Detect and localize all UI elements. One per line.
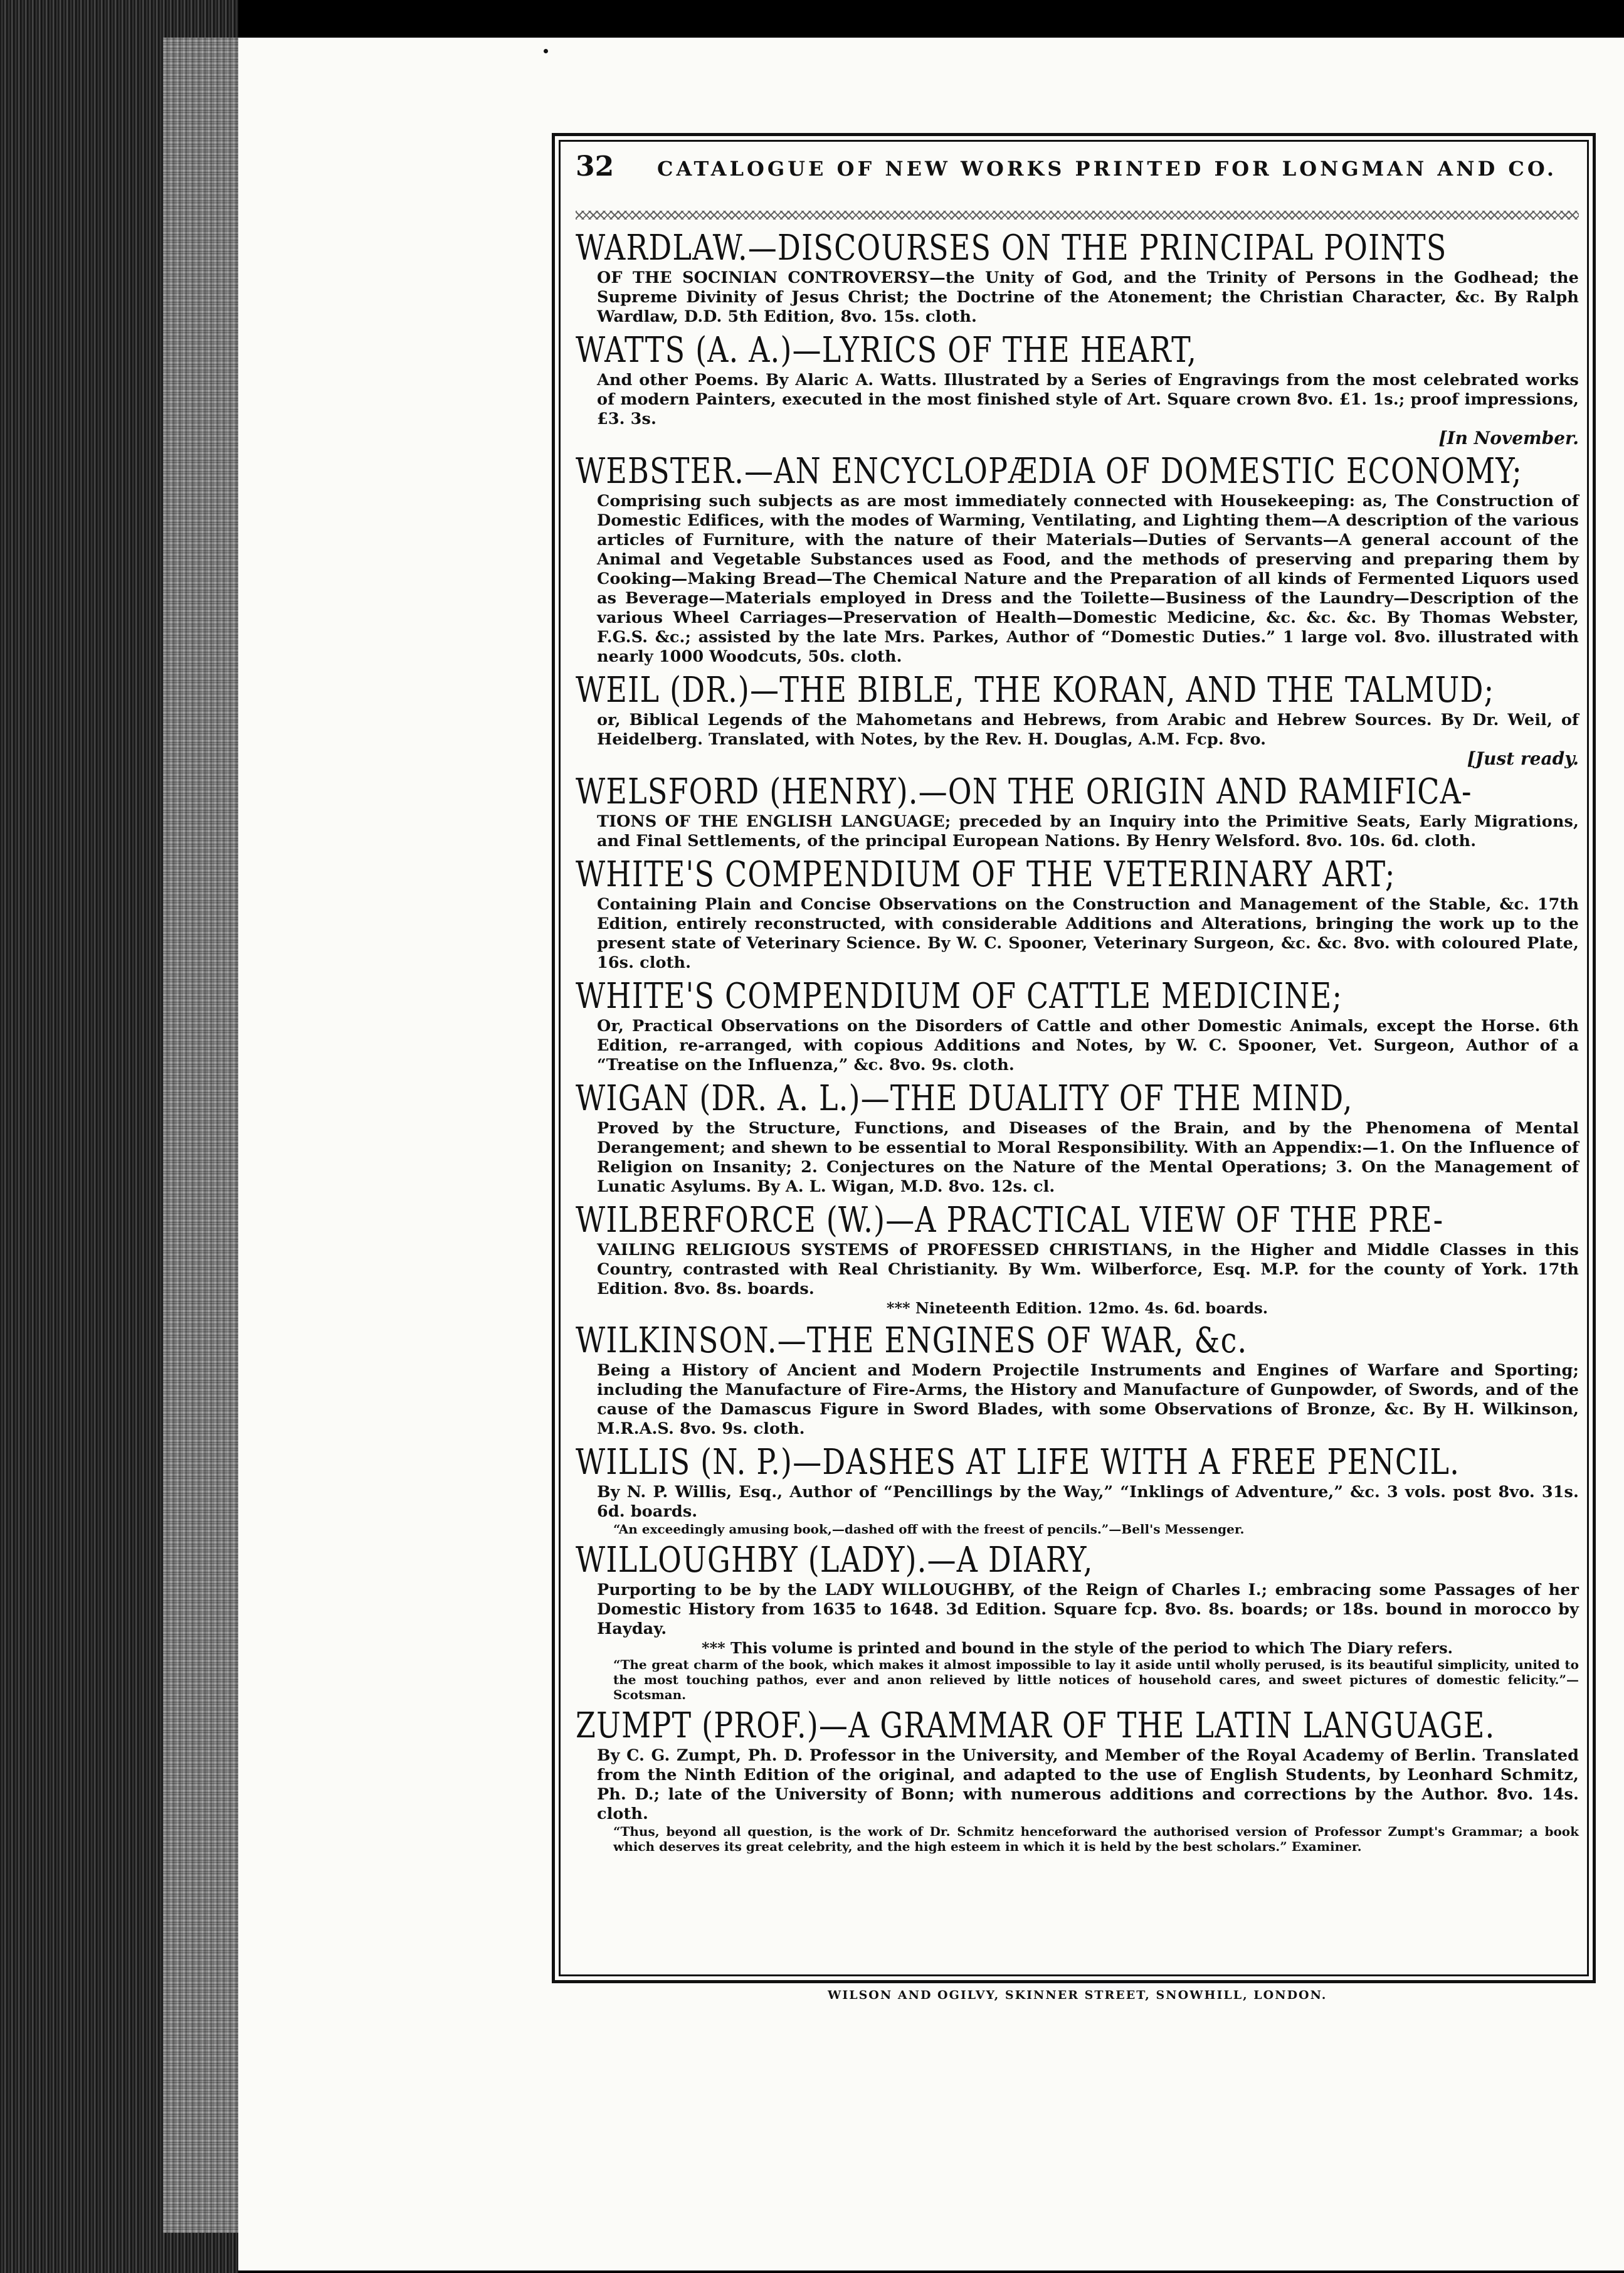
catalogue-entries: [576, 228, 1579, 1854]
entry-description: VAILING RELIGIOUS SYSTEMS of PROFESSED CHRISTIANS, in the Higher and Middle Classes in this Country, contrasted with Real Christianity. By Wm. Wilberforce, Esq. M.P. for the county of York. 17th Edition. 8vo. 8s. boards.: [597, 1241, 1579, 1298]
printer-imprint: WILSON AND OGILVY, SKINNER STREET, SNOWHILL, LONDON.: [828, 1988, 1327, 2002]
catalogue-entry: [576, 670, 1579, 768]
catalogue-entry: [576, 772, 1579, 851]
entry-description: OF THE SOCINIAN CONTROVERSY—the Unity of God, and the Trinity of Persons in the Godhead; the Supreme Divinity of Jesus Christ; the Doctrine of the Atonement; the Christian Character, &c. By Ralph Wardlaw, D.D. 5th Edition, 8vo. 15s. cloth.: [597, 268, 1579, 326]
entry-description: By N. P. Willis, Esq., Author of “Pencillings by the Way,” “Inklings of Adventure,” &c. 3 vols. post 8vo. 31s. 6d. boards.: [597, 1483, 1579, 1521]
catalogue-entry: [576, 1079, 1579, 1197]
edition-note: *** Nineteenth Edition. 12mo. 4s. 6d. boards.: [886, 1299, 1268, 1317]
entry-description: By C. G. Zumpt, Ph. D. Professor in the University, and Member of the Royal Academy of Berlin. Translated from the Ninth Edition of the original, and adapted to the use of English Students, by Leonhard Schmitz, Ph. D.; late of the University of Bonn; with numerous additions and corrections by the Author. 8vo. 14s. cloth.: [597, 1746, 1579, 1823]
catalogue-entry: [576, 1706, 1579, 1854]
catalogue-entry: [576, 452, 1579, 667]
entry-description: Purporting to be by the LADY WILLOUGHBY, of the Reign of Charles I.; embracing some Passages of her Domestic History from 1635 to 1648. 3d Edition. Square fcp. 8vo. 8s. boards; or 18s. bound in morocco by Hayday.: [597, 1581, 1579, 1638]
entry-description: Proved by the Structure, Functions, and Diseases of the Brain, and by the Phenomena of Mental Derangement; and shewn to be essential to Moral Responsibility. With an Appendix:—1. On the Influence of Religion on Insanity; 2. Conjectures on the Nature of the Mental Operations; 3. On the Management of Lunatic Asylums. By A. L. Wigan, M.D. 8vo. 12s. cl.: [597, 1119, 1579, 1196]
entry-heading: WILLOUGHBY (LADY).—A DIARY,: [576, 1540, 1094, 1581]
decorative-rule: [576, 211, 1579, 220]
page-content: [576, 151, 1579, 1858]
edition-note: *** This volume is printed and bound in the style of the period to which The Diary refers.: [702, 1639, 1453, 1657]
catalogue-entry: [576, 1540, 1579, 1702]
entry-heading: WELSFORD (HENRY).—ON THE ORIGIN AND RAMIFICA-: [576, 771, 1472, 812]
publication-note: [In November.: [1438, 428, 1579, 448]
running-head: [576, 151, 1579, 207]
review-quote: “The great charm of the book, which makes it almost impossible to lay it aside until wholly perused, is its beautiful simplicity, united to the most touching pathos, ever and anon relieved by little notices of household cares, and sweet pictures of domestic felicity.”—Scotsman.: [613, 1657, 1579, 1702]
entry-description: or, Biblical Legends of the Mahometans and Hebrews, from Arabic and Hebrew Sources. By Dr. Weil, of Heidelberg. Translated, with Notes, by the Rev. H. Douglas, A.M. Fcp. 8vo.: [597, 711, 1579, 749]
entry-heading: WEIL (DR.)—THE BIBLE, THE KORAN, AND THE TALMUD;: [576, 670, 1495, 711]
entry-description: And other Poems. By Alaric A. Watts. Illustrated by a Series of Engravings from the most celebrated works of modern Painters, executed in the most finished style of Art. Square crown 8vo. £1. 1s.; proof impressions, £3. 3s.: [597, 371, 1579, 428]
catalogue-entry: [576, 855, 1579, 973]
entry-heading: WEBSTER.—AN ENCYCLOPÆDIA OF DOMESTIC ECONOMY;: [576, 451, 1522, 492]
entry-heading: WATTS (A. A.)—LYRICS OF THE HEART,: [576, 330, 1198, 371]
speck-mark: [544, 49, 548, 53]
entry-description: Comprising such subjects as are most immediately connected with Housekeeping: as, The Construction of Domestic Edifices, with the modes of Warming, Ventilating, and Lighting them—A description of the various articles of Furniture, with the nature of their Materials—Duties of Servants—A general account of the Animal and Vegetable Substances used as Food, and the methods of preserving and preparing them by Cooking—Making Bread—The Chemical Nature and the Preparation of all kinds of Fermented Liquors used as Beverage—Materials employed in Dress and the Toilette—Business of the Laundry—Description of the various Wheel Carriages—Preservation of Health—Domestic Medicine, &c. &c. &c. By Thomas Webster, F.G.S. &c.; assisted by the late Mrs. Parkes, Author of “Domestic Duties.” 1 large vol. 8vo. illustrated with nearly 1000 Woodcuts, 50s. cloth.: [597, 492, 1579, 666]
review-quote: “An exceedingly amusing book,—dashed off with the freest of pencils.”—Bell's Messenger.: [613, 1522, 1245, 1537]
entry-heading: WILLIS (N. P.)—DASHES AT LIFE WITH A FREE PENCIL.: [576, 1442, 1460, 1483]
running-title: CATALOGUE OF NEW WORKS PRINTED FOR LONGMAN AND CO.: [657, 157, 1557, 181]
entry-heading: WILBERFORCE (W.)—A PRACTICAL VIEW OF THE PRE-: [576, 1200, 1444, 1241]
review-quote: “Thus, beyond all question, is the work of Dr. Schmitz henceforward the authorised version of Professor Zumpt's Grammar; a book which deserves its great celebrity, and the high esteem in which it is held by the best scholars.” Examiner.: [613, 1824, 1579, 1854]
publication-note: [Just ready.: [1467, 748, 1579, 769]
entry-description: Or, Practical Observations on the Disorders of Cattle and other Domestic Animals, except the Horse. 6th Edition, re-arranged, with copious Additions and Notes, by W. C. Spooner, Vet. Surgeon, Author of a “Treatise on the Influenza,” &c. 8vo. 9s. cloth.: [597, 1017, 1579, 1074]
entry-description: Being a History of Ancient and Modern Projectile Instruments and Engines of Warfare and Sporting; including the Manufacture of Fire-Arms, the History and Manufacture of Gunpowder, of Swords, and of the cause of the Damascus Figure in Sword Blades, with some Observations of Bronze, &c. By H. Wilkinson, M.R.A.S. 8vo. 9s. cloth.: [597, 1361, 1579, 1438]
book-spine-edge: [163, 38, 238, 2233]
catalogue-entry: [576, 1321, 1579, 1439]
page-number: 32: [576, 151, 614, 183]
catalogue-entry: [576, 1200, 1579, 1317]
catalogue-entry: [576, 331, 1579, 448]
entry-description: TIONS OF THE ENGLISH LANGUAGE; preceded by an Inquiry into the Primitive Seats, Early Migrations, and Final Settlements, of the principal European Nations. By Henry Welsford. 8vo. 10s. 6d. cloth.: [597, 812, 1579, 850]
catalogue-entry: [576, 228, 1579, 327]
entry-heading: WARDLAW.—DISCOURSES ON THE PRINCIPAL POINTS: [576, 228, 1447, 268]
catalogue-entry: [576, 977, 1579, 1075]
entry-heading: WILKINSON.—THE ENGINES OF WAR, &c.: [576, 1320, 1248, 1361]
entry-heading: WIGAN (DR. A. L.)—THE DUALITY OF THE MIND,: [576, 1078, 1353, 1119]
entry-heading: WHITE'S COMPENDIUM OF THE VETERINARY ART;: [576, 854, 1396, 895]
entry-heading: WHITE'S COMPENDIUM OF CATTLE MEDICINE;: [576, 976, 1343, 1017]
entry-description: Containing Plain and Concise Observations on the Construction and Management of the Stable, &c. 17th Edition, entirely reconstructed, with considerable Additions and Alterations, bringing the work up to the present state of Veterinary Science. By W. C. Spooner, Veterinary Surgeon, &c. &c. 8vo. with coloured Plate, 16s. cloth.: [597, 895, 1579, 972]
catalogue-entry: [576, 1443, 1579, 1537]
entry-heading: ZUMPT (PROF.)—A GRAMMAR OF THE LATIN LANGUAGE.: [576, 1705, 1495, 1746]
